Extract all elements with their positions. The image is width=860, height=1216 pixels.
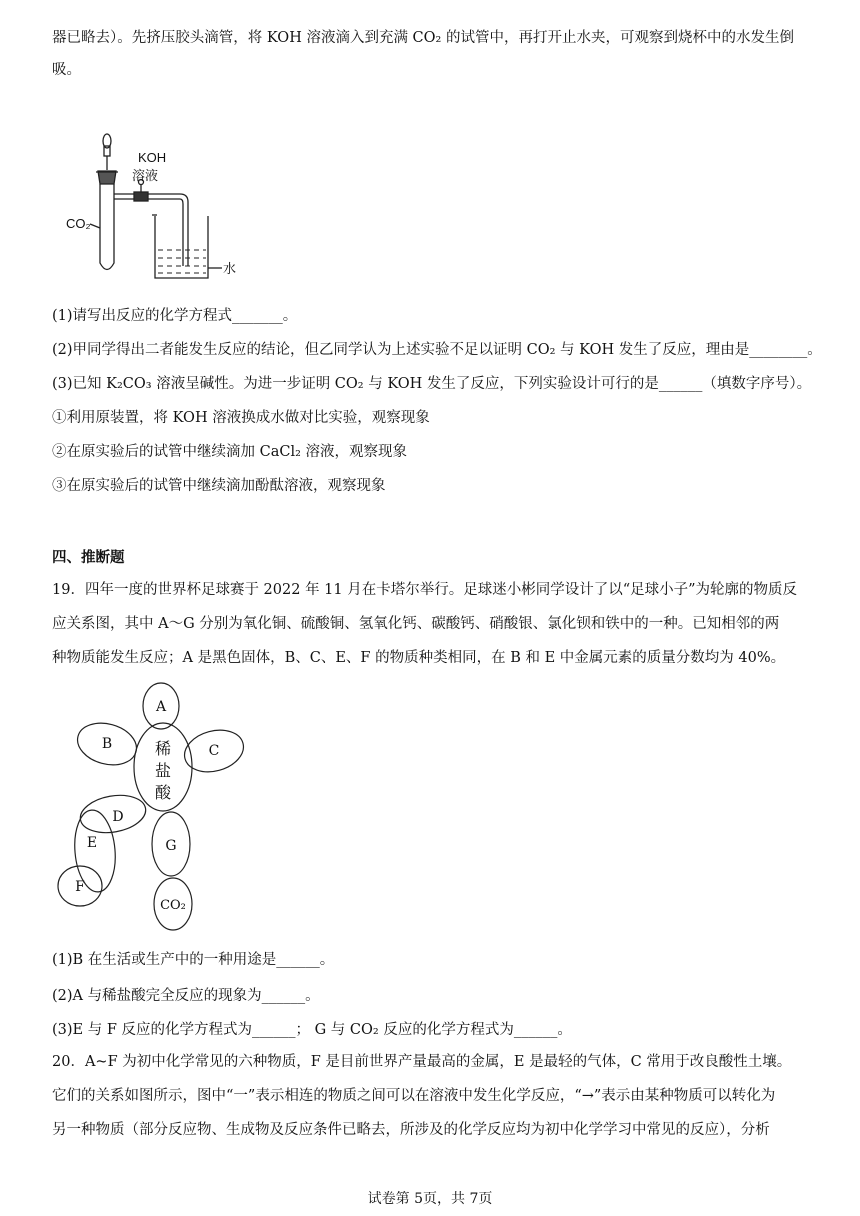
label-center-3: 酸 — [154, 783, 172, 802]
label-g: G — [165, 838, 177, 854]
q18-option1: ①利用原装置，将 KOH 溶液换成水做对比实验，观察现象 — [52, 410, 430, 426]
label-f: F — [75, 879, 85, 895]
label-b: B — [101, 736, 113, 752]
section-title: 四、推断题 — [52, 549, 125, 566]
q18-option2: ②在原实验后的试管中继续滴加 CaCl₂ 溶液，观察现象 — [52, 444, 408, 460]
q20-line2: 它们的关系如图所示，图中“一”表示相连的物质之间可以在溶液中发生化学反应，“→”表示由某种物质可以转化为 — [52, 1088, 776, 1104]
label-c: C — [208, 743, 220, 759]
label-co2: CO₂ — [66, 216, 91, 231]
q18-sub1: (1)请写出反应的化学方程式_______。 — [52, 308, 298, 324]
football-kid-diagram — [50, 678, 270, 940]
label-solution: 溶液 — [132, 168, 159, 183]
q19-sub2: (2)A 与稀盐酸完全反应的现象为______。 — [52, 988, 320, 1004]
label-center-2: 盐 — [154, 761, 172, 780]
page-footer: 试卷第 5页，共 7页 — [367, 1191, 493, 1207]
q18-sub3: (3)已知 K₂CO₃ 溶液呈碱性。为进一步证明 CO₂ 与 KOH 发生了反应，下列实验设计可行的是______（填数字序号）。 — [52, 376, 812, 392]
q19-line3: 种物质能发生反应；A 是黑色固体，B、C、E、F 的物质种类相同，在 B 和 E 中金属元素的质量分数均为 40%。 — [52, 650, 786, 666]
apparatus-figure — [60, 128, 260, 283]
q19-line1: 19．四年一度的世界杯足球赛于 2022 年 11 月在卡塔尔举行。足球迷小彬同学设计了以“足球小子”为轮廓的物质反 — [52, 582, 798, 598]
q19-sub3: (3)E 与 F 反应的化学方程式为______； G 与 CO₂ 反应的化学方程式为______。 — [52, 1022, 572, 1038]
label-a: A — [155, 699, 167, 715]
q18-sub2: (2)甲同学得出二者能发生反应的结论，但乙同学认为上述实验不足以证明 CO₂ 与 KOH 发生了反应，理由是________。 — [52, 342, 822, 358]
q20-line1: 20．A~F 为初中化学常见的六种物质，F 是目前世界产量最高的金属，E 是最轻的气体，C 常用于改良酸性土壤。 — [52, 1054, 792, 1070]
label-co2-node: CO₂ — [160, 898, 186, 913]
label-d: D — [112, 809, 124, 825]
label-center-1: 稀 — [154, 739, 172, 758]
label-koh: KOH — [138, 150, 167, 165]
q20-line3: 另一种物质（部分反应物、生成物及反应条件已略去，所涉及的化学反应均为初中化学学习中常见的反应），分析 — [52, 1122, 770, 1138]
label-water: 水 — [223, 261, 237, 276]
label-e: E — [86, 835, 98, 851]
q19-sub1: (1)B 在生活或生产中的一种用途是______。 — [52, 952, 335, 968]
q18-intro-line1: 器已略去）。先挤压胶头滴管，将 KOH 溶液滴入到充满 CO₂ 的试管中，再打开止水夹，可观察到烧杯中的水发生倒 — [52, 30, 794, 46]
q18-option3: ③在原实验后的试管中继续滴加酚酞溶液，观察现象 — [52, 478, 386, 494]
q18-intro-line2: 吸。 — [52, 62, 81, 78]
q19-line2: 应关系图，其中 A～G 分别为氧化铜、硫酸铜、氢氧化钙、碳酸钙、硝酸银、氯化钡和铁中的一种。已知相邻的两 — [52, 616, 780, 632]
beaker — [155, 216, 208, 278]
test-tube — [100, 184, 114, 270]
